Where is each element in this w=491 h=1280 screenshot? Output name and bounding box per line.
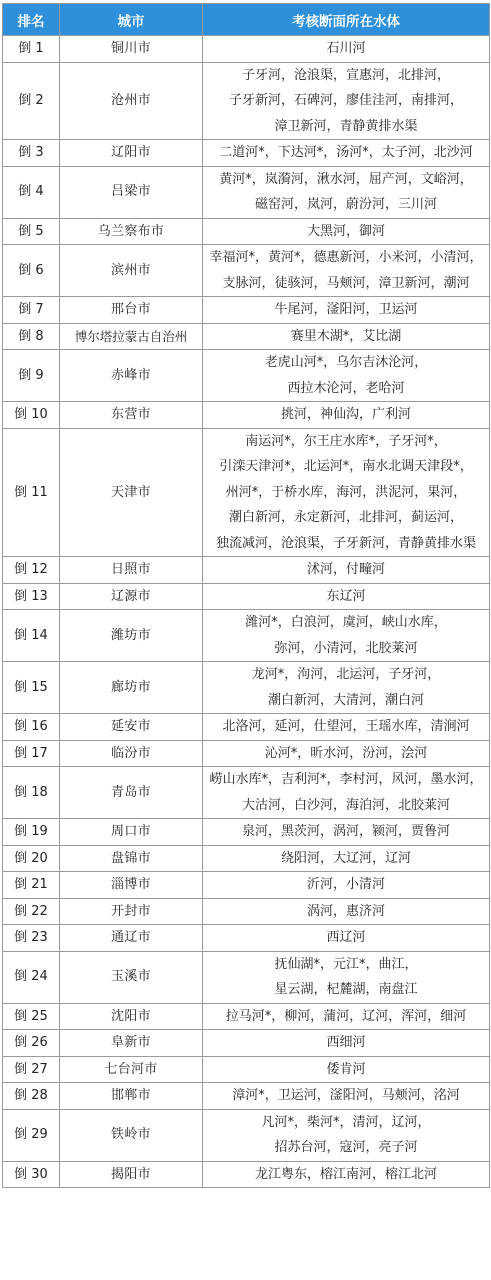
table-row: [3, 323, 490, 350]
water-body-cell: [203, 819, 490, 846]
table-row: [3, 610, 490, 662]
rank-cell: 倒 23: [3, 925, 60, 952]
table-row: [3, 819, 490, 846]
table-row: [3, 140, 490, 167]
water-body-line: 挑河，神仙沟，广利河: [280, 407, 411, 422]
water-body-line: 赛里木湖*，艾比湖: [290, 328, 402, 344]
water-body-line: 子牙新河，石碑河，廖佳洼河，南排河，: [228, 93, 463, 108]
table-row: [3, 714, 490, 741]
water-body-line: 磁窑河，岚河，蔚汾河，三川河: [254, 197, 437, 212]
water-body-line: 星云湖，杞麓湖，南盘江: [274, 982, 418, 997]
water-body-cell: [203, 62, 490, 140]
water-body-cell: [203, 583, 490, 610]
city-cell: 阜新市: [60, 1030, 203, 1057]
city-cell: 东营市: [60, 402, 203, 429]
water-body-line: 抚仙湖*，元江*，曲江，: [274, 956, 418, 972]
city-cell: 乌兰察布市: [60, 218, 203, 245]
water-body-cell: [203, 557, 490, 584]
rank-cell: 倒 1: [3, 36, 60, 63]
water-body-cell: [203, 925, 490, 952]
table-row: [3, 1030, 490, 1057]
table-row: [3, 872, 490, 899]
table-row: [3, 1109, 490, 1161]
table-row: [3, 845, 490, 872]
water-body-line: 大沽河，白沙河，海泊河，北胶莱河: [241, 797, 450, 813]
water-body-cell: [203, 323, 490, 350]
table-row: [3, 245, 490, 297]
water-body-cell: [203, 166, 490, 218]
rank-cell: 倒 12: [3, 557, 60, 584]
table-row: [3, 898, 490, 925]
table-row: [3, 36, 490, 63]
water-body-line: 北洛河，延河，仕望河，王瑶水库，清涧河: [222, 719, 470, 734]
city-cell: 淄博市: [60, 872, 203, 899]
rank-cell: 倒 15: [3, 662, 60, 714]
water-body-cell: [203, 767, 490, 819]
city-cell: 辽阳市: [60, 140, 203, 167]
water-body-line: 幸福河*，黄河*，德惠新河，小米河，小清河，: [209, 250, 483, 265]
water-body-line: 潮白新河，永定新河，北排河，蓟运河，: [228, 510, 463, 525]
rank-cell: 倒 19: [3, 819, 60, 846]
rank-cell: 倒 28: [3, 1083, 60, 1110]
water-body-cell: [203, 1083, 490, 1110]
city-cell: 临汾市: [60, 740, 203, 767]
city-cell: 周口市: [60, 819, 203, 846]
rank-cell: 倒 24: [3, 951, 60, 1003]
water-body-line: 老虎山河*，乌尔吉沐沦河，: [264, 355, 428, 370]
water-body-cell: [203, 662, 490, 714]
rank-cell: 倒 20: [3, 845, 60, 872]
water-body-line: 二道河*，下达河*，汤河*，太子河，北沙河: [219, 145, 473, 160]
water-body-line: 漳河*，卫运河，滏阳河，马颊河，洺河: [232, 1088, 460, 1103]
header-rank: 排名: [3, 4, 60, 36]
city-cell: 日照市: [60, 557, 203, 584]
water-body-line: 东辽河: [326, 588, 366, 604]
water-body-cell: [203, 428, 490, 557]
water-body-cell: [203, 297, 490, 324]
city-cell: 开封市: [60, 898, 203, 925]
table-row: [3, 583, 490, 610]
rank-cell: 倒 30: [3, 1161, 60, 1188]
city-cell: 青岛市: [60, 767, 203, 819]
table-row: [3, 218, 490, 245]
rank-cell: 倒 18: [3, 767, 60, 819]
water-body-cell: [203, 1030, 490, 1057]
city-cell: 邢台市: [60, 297, 203, 324]
city-cell: 天津市: [60, 428, 203, 557]
water-body-cell: [203, 845, 490, 872]
city-cell: 辽源市: [60, 583, 203, 610]
rank-cell: 倒 17: [3, 740, 60, 767]
water-body-line: 潍河*，白浪河，虞河，峡山水库，: [245, 615, 447, 630]
water-body-cell: [203, 218, 490, 245]
water-body-line: 子牙河，沧浪渠，宣惠河，北排河，: [241, 67, 450, 83]
city-cell: 滨州市: [60, 245, 203, 297]
city-cell: 玉溪市: [60, 951, 203, 1003]
table-row: [3, 1003, 490, 1030]
table-row: [3, 767, 490, 819]
city-cell: 吕梁市: [60, 166, 203, 218]
water-body-line: 沂河，小清河: [306, 877, 385, 892]
water-body-line: 牛尾河，滏阳河，卫运河: [274, 302, 418, 317]
city-cell: 沈阳市: [60, 1003, 203, 1030]
rank-cell: 倒 21: [3, 872, 60, 899]
water-body-line: 大黑河，御河: [306, 223, 385, 239]
city-cell: 潍坊市: [60, 610, 203, 662]
water-body-line: 西细河: [326, 1035, 366, 1050]
rank-cell: 倒 22: [3, 898, 60, 925]
water-body-line: 泉河，黑茨河，涡河，颍河，贾鲁河: [241, 824, 450, 839]
water-body-line: 弥河，小清河，北胶莱河: [274, 640, 418, 656]
water-body-line: 潮白新河，大清河，潮白河: [267, 692, 424, 708]
city-cell: 廊坊市: [60, 662, 203, 714]
city-cell: 邯郸市: [60, 1083, 203, 1110]
table-row: [3, 557, 490, 584]
water-body-cell: [203, 740, 490, 767]
water-body-cell: [203, 610, 490, 662]
table-row: [3, 402, 490, 429]
water-body-line: 引滦天津河*，北运河*，南水北调天津段*，: [219, 459, 473, 474]
city-cell: 铁岭市: [60, 1109, 203, 1161]
table-row: [3, 1083, 490, 1110]
header-city: 城市: [60, 4, 203, 36]
city-cell: 通辽市: [60, 925, 203, 952]
water-body-line: 龙河*，泃河，北运河，子牙河，: [251, 667, 441, 682]
water-body-cell: [203, 350, 490, 402]
water-body-line: 崂山水库*，吉利河*，李村河，风河，墨水河，: [209, 772, 483, 787]
table-row: [3, 925, 490, 952]
header-water-body: 考核断面所在水体: [203, 4, 490, 36]
rank-cell: 倒 16: [3, 714, 60, 741]
water-body-cell: [203, 402, 490, 429]
table-row: [3, 297, 490, 324]
city-cell: 赤峰市: [60, 350, 203, 402]
table-row: [3, 350, 490, 402]
rank-cell: 倒 29: [3, 1109, 60, 1161]
water-body-cell: [203, 245, 490, 297]
water-body-line: 倭肯河: [326, 1061, 366, 1077]
water-body-cell: [203, 1003, 490, 1030]
water-body-cell: [203, 714, 490, 741]
rank-cell: 倒 25: [3, 1003, 60, 1030]
water-body-cell: [203, 898, 490, 925]
water-body-cell: [203, 951, 490, 1003]
water-body-cell: [203, 140, 490, 167]
rank-cell: 倒 2: [3, 62, 60, 140]
water-body-line: 招苏台河，寇河，亮子河: [274, 1140, 418, 1155]
city-cell: 七台河市: [60, 1056, 203, 1083]
header-row: [3, 4, 490, 36]
water-body-line: 西辽河: [326, 930, 366, 945]
rank-cell: 倒 26: [3, 1030, 60, 1057]
table-row: [3, 1161, 490, 1188]
water-body-line: 龙江粤东，榕江南河，榕江北河: [254, 1166, 437, 1182]
water-body-line: 独流减河，沧浪渠，子牙新河，青静黄排水渠: [215, 535, 476, 551]
water-body-line: 沭河，付疃河: [306, 562, 385, 577]
ranking-table: [2, 3, 490, 1188]
water-body-cell: [203, 1109, 490, 1161]
water-body-line: 绕阳河，大辽河，辽河: [280, 850, 411, 866]
city-cell: 沧州市: [60, 62, 203, 140]
rank-cell: 倒 6: [3, 245, 60, 297]
city-cell: 揭阳市: [60, 1161, 203, 1188]
water-body-line: 黄河*，岚漪河，湫水河，屈产河，文峪河，: [219, 171, 473, 187]
table-row: [3, 740, 490, 767]
water-body-line: 凡河*，柴河*，清河，辽河，: [261, 1114, 431, 1130]
rank-cell: 倒 27: [3, 1056, 60, 1083]
table-body: [3, 36, 490, 1188]
table-row: [3, 166, 490, 218]
rank-cell: 倒 11: [3, 428, 60, 557]
water-body-line: 支脉河，徒骇河，马颊河，漳卫新河，潮河: [222, 275, 470, 291]
table-row: [3, 62, 490, 140]
rank-cell: 倒 14: [3, 610, 60, 662]
water-body-line: 南运河*，尔王庄水库*，子牙河*，: [245, 433, 447, 449]
water-body-cell: [203, 872, 490, 899]
table-row: [3, 951, 490, 1003]
water-body-line: 西拉木沦河，老哈河: [287, 380, 405, 396]
city-cell: 铜川市: [60, 36, 203, 63]
rank-cell: 倒 8: [3, 323, 60, 350]
table-header: [3, 4, 490, 36]
rank-cell: 倒 3: [3, 140, 60, 167]
water-body-line: 涡河，惠济河: [306, 903, 385, 919]
table-row: [3, 1056, 490, 1083]
rank-cell: 倒 13: [3, 583, 60, 610]
rank-cell: 倒 7: [3, 297, 60, 324]
water-body-cell: [203, 1056, 490, 1083]
water-body-line: 拉马河*，柳河，蒲河，辽河，浑河，细河: [225, 1008, 467, 1024]
water-body-line: 石川河: [326, 41, 366, 56]
water-body-cell: [203, 1161, 490, 1188]
rank-cell: 倒 9: [3, 350, 60, 402]
rank-cell: 倒 5: [3, 218, 60, 245]
water-body-line: 沁河*，昕水河，汾河，浍河: [264, 745, 428, 761]
table-row: [3, 662, 490, 714]
rank-cell: 倒 10: [3, 402, 60, 429]
city-cell: 博尔塔拉蒙古自治州: [60, 323, 203, 350]
rank-cell: 倒 4: [3, 166, 60, 218]
city-cell: 延安市: [60, 714, 203, 741]
water-body-cell: [203, 36, 490, 63]
city-cell: 盘锦市: [60, 845, 203, 872]
water-body-line: 州河*，于桥水库，海河，洪泥河，果河，: [225, 484, 467, 500]
table-row: [3, 428, 490, 557]
water-body-line: 漳卫新河，青静黄排水渠: [274, 118, 418, 134]
